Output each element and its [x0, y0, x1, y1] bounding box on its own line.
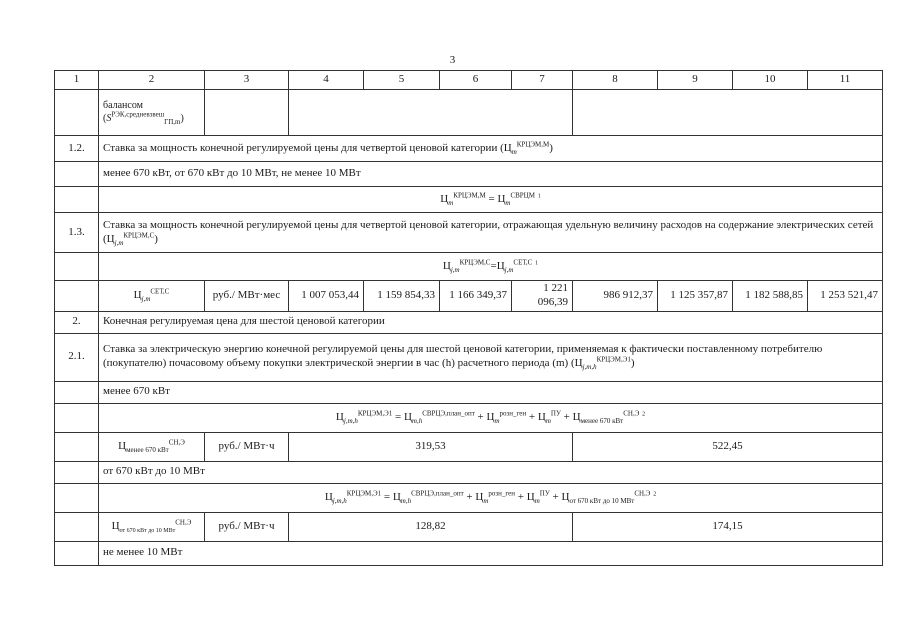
tariff-table [54, 70, 883, 566]
value-cell: 1 125 357,87 [658, 281, 733, 312]
symbol-cell: $Ц_{от 670 кВт до 10 МВт}^{СН,Э}$ [99, 512, 205, 541]
col-header: 6 [440, 71, 512, 90]
formula-row [55, 483, 883, 512]
value-cell: 1 221 096,39 [512, 281, 573, 312]
section-title: Ставка за мощность конечной регулируемой цены для четвертой ценовой категории, отражающая удельную величину расходов на содержание электрических сетей $(Ц_{j,m}^{КРЦЭМ,С})$ [99, 213, 883, 253]
col-header: 8 [573, 71, 658, 90]
col-header: 1 [55, 71, 99, 90]
formula-row [55, 403, 883, 432]
value-cell: 1 166 349,37 [440, 281, 512, 312]
balance-row [55, 90, 883, 136]
range-label: менее 670 кВт [99, 381, 883, 403]
section-number: 1.2. [55, 136, 99, 162]
col-header: 5 [364, 71, 440, 90]
symbol-cell: $Ц_{менее 670 кВт}^{СН,Э}$ [99, 432, 205, 461]
formula: $Ц_{j,m}^{КРЦЭМ,С}=Ц_{j,m}^{СЕТ,С}$ $^1$ [99, 253, 883, 281]
value-cell: 986 912,37 [573, 281, 658, 312]
header-row [55, 71, 883, 90]
value-cell: 174,15 [573, 512, 883, 541]
formula-row [55, 187, 883, 213]
col-header: 11 [808, 71, 883, 90]
col-header: 10 [733, 71, 808, 90]
formula: $Ц_m^{КРЦЭМ,М} = Ц_m^{СВРЦМ}$ $^1$ [99, 187, 883, 213]
page-number: 3 [449, 54, 456, 66]
col-header: 3 [205, 71, 289, 90]
formula: $Ц_{j,m,h}^{КРЦЭМ,Э1} = Ц_{m,h}^{СВРЦЭ,план\_опт} + Ц_m^{розн\_ген} + Ц_m^{ПУ} + Ц_{от 670 кВт до 10 МВт}^{СН,Э}$ $^2$ [99, 483, 883, 512]
section-2-1-title-row [55, 333, 883, 381]
section-number: 1.3. [55, 213, 99, 253]
formula: $Ц_{j,m,h}^{КРЦЭМ,Э1} = Ц_{m,h}^{СВРЦЭ,план\_опт} + Ц_m^{розн\_ген} + Ц_m^{ПУ} + Ц_{менее 670 кВт}^{СН,Э}$ $^2$ [99, 403, 883, 432]
formula-row [55, 253, 883, 281]
section-title: Ставка за электрическую энергию конечной регулируемой цены для шестой ценовой категории, применяемая к фактически поставленному потребителю (покупателю) почасовому объему покупки электрической энергии в час (h) расчетного периода (m) $(Ц_{j,m,h}^{КРЦЭМ,Э1})$ [99, 333, 883, 381]
values-row [55, 432, 883, 461]
unit-cell: руб./ МВт·ч [205, 432, 289, 461]
footnote-mark: 2 [653, 490, 657, 497]
range-row [55, 381, 883, 403]
value-cell: 522,45 [573, 432, 883, 461]
range-label: от 670 кВт до 10 МВт [99, 461, 883, 483]
values-row [55, 512, 883, 541]
section-title: Ставка за мощность конечной регулируемой цены для четвертой ценовой категории $(Ц_m^{КРЦЭМ,М})$ [99, 136, 883, 162]
col-header: 9 [658, 71, 733, 90]
col-header: 4 [289, 71, 364, 90]
footnote-mark: 1 [537, 192, 541, 199]
value-cell: 1 182 588,85 [733, 281, 808, 312]
value-cell: 1 159 854,33 [364, 281, 440, 312]
range-row [55, 541, 883, 565]
section-1-2-title-row [55, 136, 883, 162]
values-row [55, 281, 883, 312]
range-label: не менее 10 МВт [99, 541, 883, 565]
range-row [55, 162, 883, 187]
section-number: 2.1. [55, 333, 99, 381]
value-cell: 1 007 053,44 [289, 281, 364, 312]
value-cell: 128,82 [289, 512, 573, 541]
unit-cell: руб./ МВт·ч [205, 512, 289, 541]
value-cell: 1 253 521,47 [808, 281, 883, 312]
section-title: Конечная регулируемая цена для шестой ценовой категории [99, 311, 883, 333]
section-2-title-row [55, 311, 883, 333]
col-header: 2 [99, 71, 205, 90]
section-1-3-title-row [55, 213, 883, 253]
footnote-mark: 1 [535, 259, 539, 266]
range-row [55, 461, 883, 483]
unit-cell: руб./ МВт·мес [205, 281, 289, 312]
symbol-cell: $Ц_{j,m}^{СЕТ,С}$ [99, 281, 205, 312]
col-header: 7 [512, 71, 573, 90]
range-label: менее 670 кВт, от 670 кВт до 10 МВт, не менее 10 МВт [99, 162, 883, 187]
balance-cell: балансом $(S^{РЭК,средневзвеш}_{ГП,m})$ [99, 90, 205, 136]
value-cell: 319,53 [289, 432, 573, 461]
footnote-mark: 2 [642, 410, 646, 417]
section-number: 2. [55, 311, 99, 333]
